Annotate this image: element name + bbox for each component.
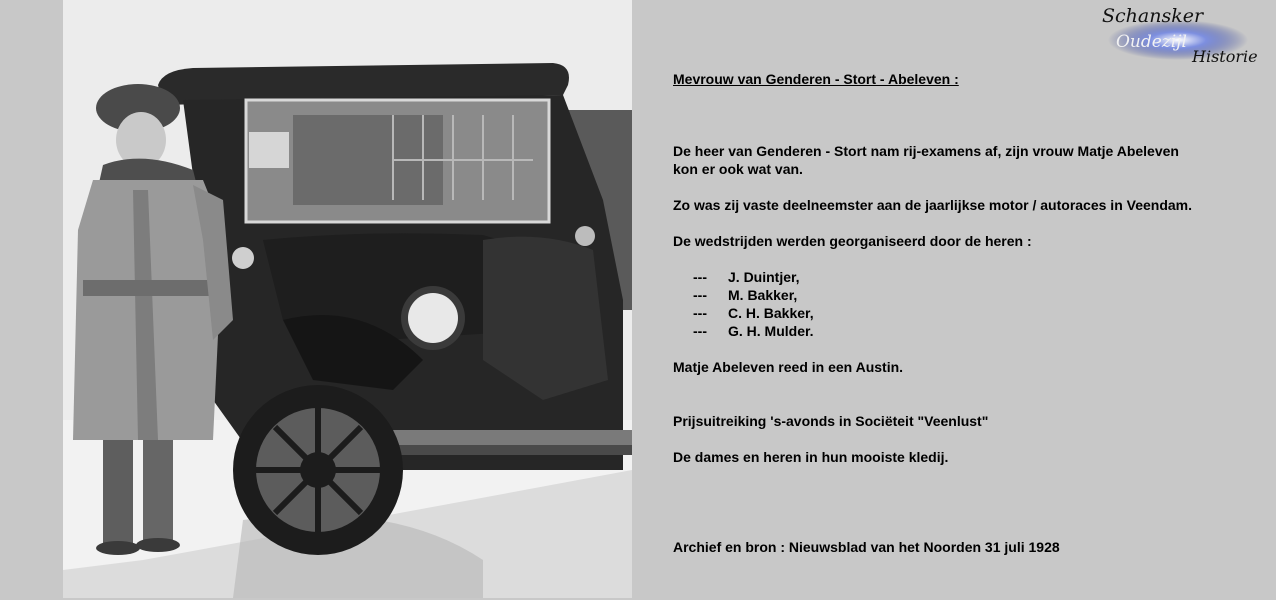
- organizer-name: J. Duintjer,: [728, 269, 800, 285]
- svg-text:Schansker: Schansker: [1102, 5, 1204, 27]
- list-dash: ---: [693, 305, 707, 321]
- list-item: [673, 304, 1253, 322]
- list-dash: ---: [693, 323, 707, 339]
- paragraph-ladies-gentlemen: De dames en heren in hun mooiste kledij.: [673, 449, 949, 465]
- paragraph-exam-line2: kon er ook wat van.: [673, 161, 803, 177]
- woman-and-car-photo: [63, 0, 632, 598]
- organizer-name: C. H. Bakker,: [728, 305, 814, 321]
- paragraph-races: Zo was zij vaste deelneemster aan de jaarlijkse motor / autoraces in Veendam.: [673, 197, 1192, 213]
- list-item: [673, 268, 1253, 286]
- paragraph-prize-ceremony: Prijsuitreiking 's-avonds in Sociëteit "Veenlust": [673, 413, 989, 429]
- source-citation: Archief en bron : Nieuwsblad van het Noorden 31 juli 1928: [673, 539, 1060, 555]
- organizer-name: G. H. Mulder.: [728, 323, 814, 339]
- article: [673, 70, 1253, 556]
- list-item: [673, 286, 1253, 304]
- organizer-list: [673, 268, 1253, 340]
- paragraph-exam-line1: De heer van Genderen - Stort nam rij-examens af, zijn vrouw Matje Abeleven: [673, 143, 1179, 159]
- list-item: [673, 322, 1253, 340]
- list-dash: ---: [693, 287, 707, 303]
- paragraph-austin: Matje Abeleven reed in een Austin.: [673, 359, 904, 375]
- list-dash: ---: [693, 269, 707, 285]
- svg-text:Oudezijl: Oudezijl: [1116, 32, 1187, 52]
- schansker-oudezijl-historie-logo: [1100, 4, 1270, 66]
- organizer-name: M. Bakker,: [728, 287, 798, 303]
- article-heading: Mevrouw van Genderen - Stort - Abeleven :: [673, 71, 959, 87]
- svg-text:Historie: Historie: [1192, 47, 1258, 66]
- paragraph-organizers: De wedstrijden werden georganiseerd door de heren :: [673, 233, 1032, 249]
